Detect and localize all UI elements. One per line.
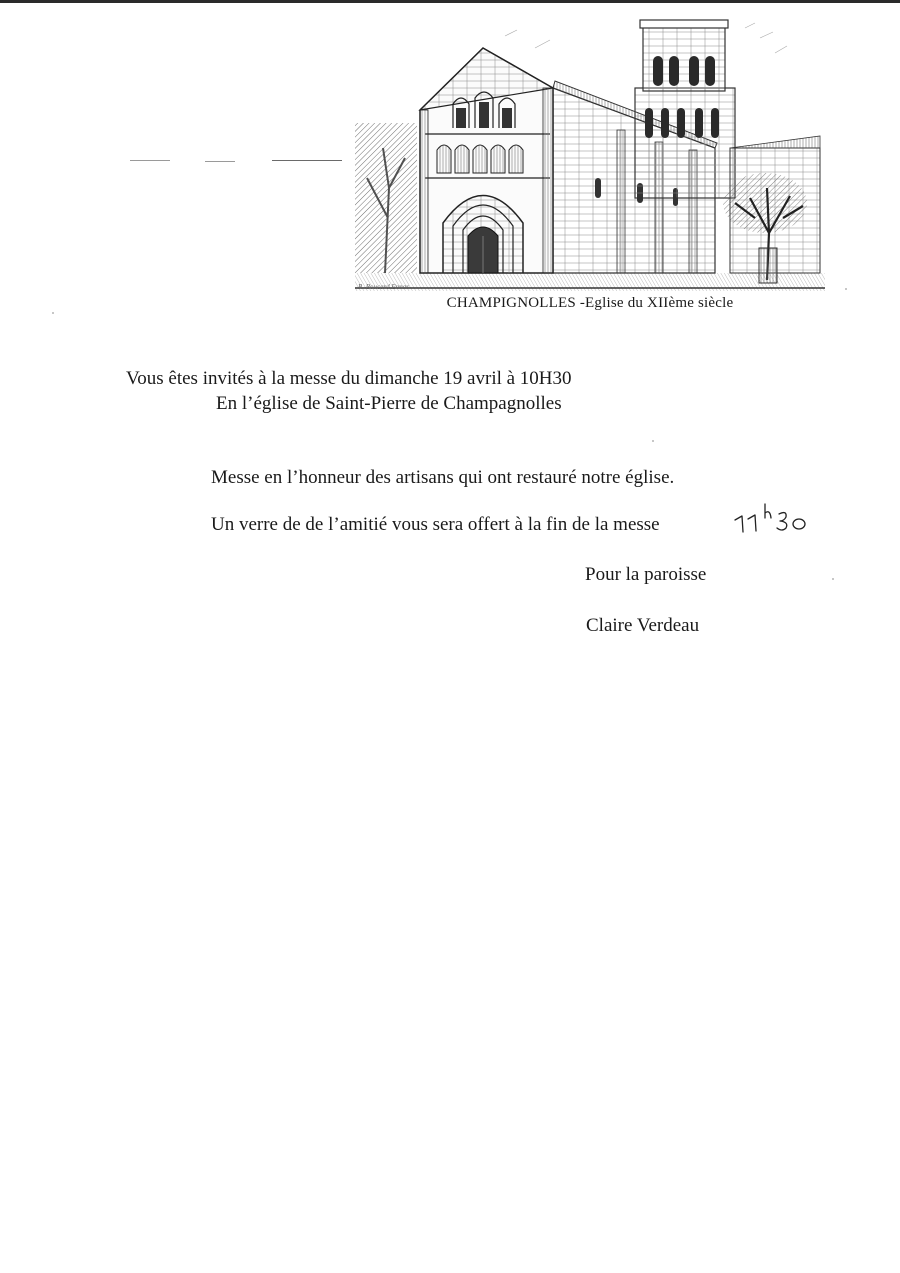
left-tree: [355, 123, 417, 273]
church-location-line: En l’église de Saint-Pierre de Champagnolles: [216, 393, 562, 414]
illustration-caption: CHAMPIGNOLLES -Eglise du XIIème siècle: [446, 295, 734, 311]
invitation-line: Vous êtes invités à la messe du dimanche 19 avril à 10H30: [126, 368, 572, 389]
scan-artifact-line: [130, 160, 170, 161]
west-facade: [420, 48, 553, 273]
church-engraving: [355, 18, 825, 293]
scan-speck: [52, 312, 54, 314]
reception-line: Un verre de de l’amitié vous sera offert à la fin de la messe: [211, 514, 660, 535]
bell-tower: [635, 20, 735, 198]
scan-artifact-line: [205, 161, 235, 162]
signature-closing: Pour la paroisse: [585, 564, 707, 585]
handwritten-time-annotation: [732, 502, 814, 538]
mass-purpose-line: Messe en l’honneur des artisans qui ont restauré notre église.: [211, 467, 675, 488]
engraver-signature: R. Boucard Ennar: [358, 283, 409, 291]
signatory-name: Claire Verdeau: [586, 615, 700, 636]
scan-speck: [845, 288, 847, 290]
scan-speck: [832, 578, 834, 580]
scan-top-edge: [0, 0, 900, 3]
scan-artifact-line: [272, 160, 342, 161]
scan-speck: [652, 440, 654, 442]
